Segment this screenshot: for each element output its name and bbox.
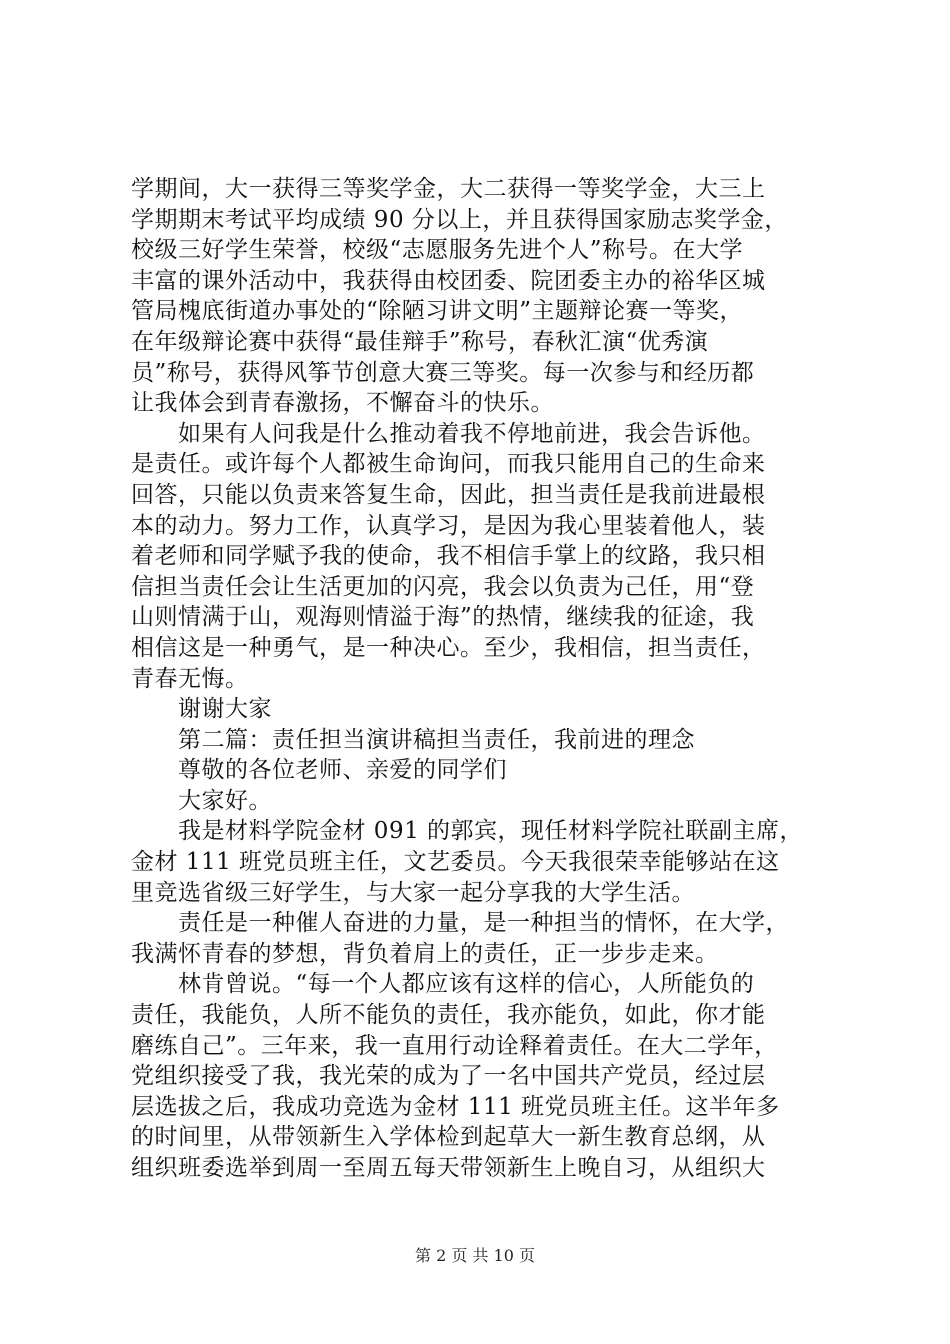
text-line: 我是材料学院金材 091 的郭宾，现任材料学院社联副主席， [178, 818, 804, 845]
text-line: 管局槐底街道办事处的“除陋习讲文明”主题辩论赛一等奖， [131, 298, 744, 325]
text-line: 校级三好学生荣誉，校级“志愿服务先进个人”称号。在大学 [131, 237, 744, 264]
text-line: 我满怀青春的梦想，背负着肩上的责任，正一步步走来。 [131, 940, 719, 967]
text-line: 本的动力。努力工作，认真学习，是因为我心里装着他人，装 [131, 512, 766, 539]
text-line: 尊敬的各位老师、亲爱的同学们 [178, 757, 507, 784]
text-line: 磨练自己”。三年来，我一直用行动诠释着责任。在大二学年， [131, 1032, 778, 1059]
text-line: 员”称号，获得风筝节创意大赛三等奖。每一次参与和经历都 [131, 359, 755, 386]
document-body [131, 174, 831, 1184]
text-line: 丰富的课外活动中，我获得由校团委、院团委主办的裕华区城 [131, 267, 766, 294]
text-line: 里竞选省级三好学生，与大家一起分享我的大学生活。 [131, 879, 695, 906]
text-line: 金材 111 班党员班主任，文艺委员。今天我很荣幸能够站在这 [131, 849, 780, 876]
page-footer: 第 2 页 共 10 页 [415, 1246, 535, 1265]
text-line: 谢谢大家 [178, 696, 272, 723]
text-line: 责任是一种催人奋进的力量，是一种担当的情怀，在大学， [178, 910, 789, 937]
text-line: 第二篇：责任担当演讲稿担当责任，我前进的理念 [178, 726, 695, 753]
text-line: 青春无悔。 [131, 665, 249, 692]
text-line: 让我体会到青春激扬，不懈奋斗的快乐。 [131, 390, 554, 417]
text-line: 如果有人问我是什么推动着我不停地前进，我会告诉他。 [178, 420, 766, 447]
text-line: 信担当责任会让生活更加的闪亮，我会以负责为己任，用“登 [131, 573, 755, 600]
text-line: 回答，只能以负责来答复生命，因此，担当责任是我前进最根 [131, 481, 766, 508]
text-line: 是责任。或许每个人都被生命询问，而我只能用自己的生命来 [131, 451, 766, 478]
text-line: 山则情满于山，观海则情溢于海”的热情，继续我的征途，我 [131, 604, 755, 631]
text-line: 层选拔之后，我成功竞选为金材 111 班党员班主任。这半年多 [131, 1093, 780, 1120]
text-line: 大家好。 [178, 787, 272, 814]
text-line: 的时间里，从带领新生入学体检到起草大一新生教育总纲，从 [131, 1124, 766, 1151]
text-line: 林肯曾说。“每一个人都应该有这样的信心，人所能负的 [178, 971, 755, 998]
text-line: 着老师和同学赋予我的使命，我不相信手掌上的纹路，我只相 [131, 543, 766, 570]
text-line: 组织班委选举到周一至周五每天带领新生上晚自习，从组织大 [131, 1155, 766, 1181]
text-line: 责任，我能负，人所不能负的责任，我亦能负，如此，你才能 [131, 1002, 766, 1029]
text-line: 党组织接受了我，我光荣的成为了一名中国共产党员，经过层 [131, 1063, 766, 1090]
text-line: 学期间，大一获得三等奖学金，大二获得一等奖学金，大三上 [131, 176, 766, 202]
text-line: 相信这是一种勇气，是一种决心。至少，我相信，担当责任， [131, 634, 766, 661]
text-line: 在年级辩论赛中获得“最佳辩手”称号，春秋汇演“优秀演 [131, 328, 709, 355]
text-line: 学期期末考试平均成绩 90 分以上，并且获得国家励志奖学金， [131, 206, 788, 233]
